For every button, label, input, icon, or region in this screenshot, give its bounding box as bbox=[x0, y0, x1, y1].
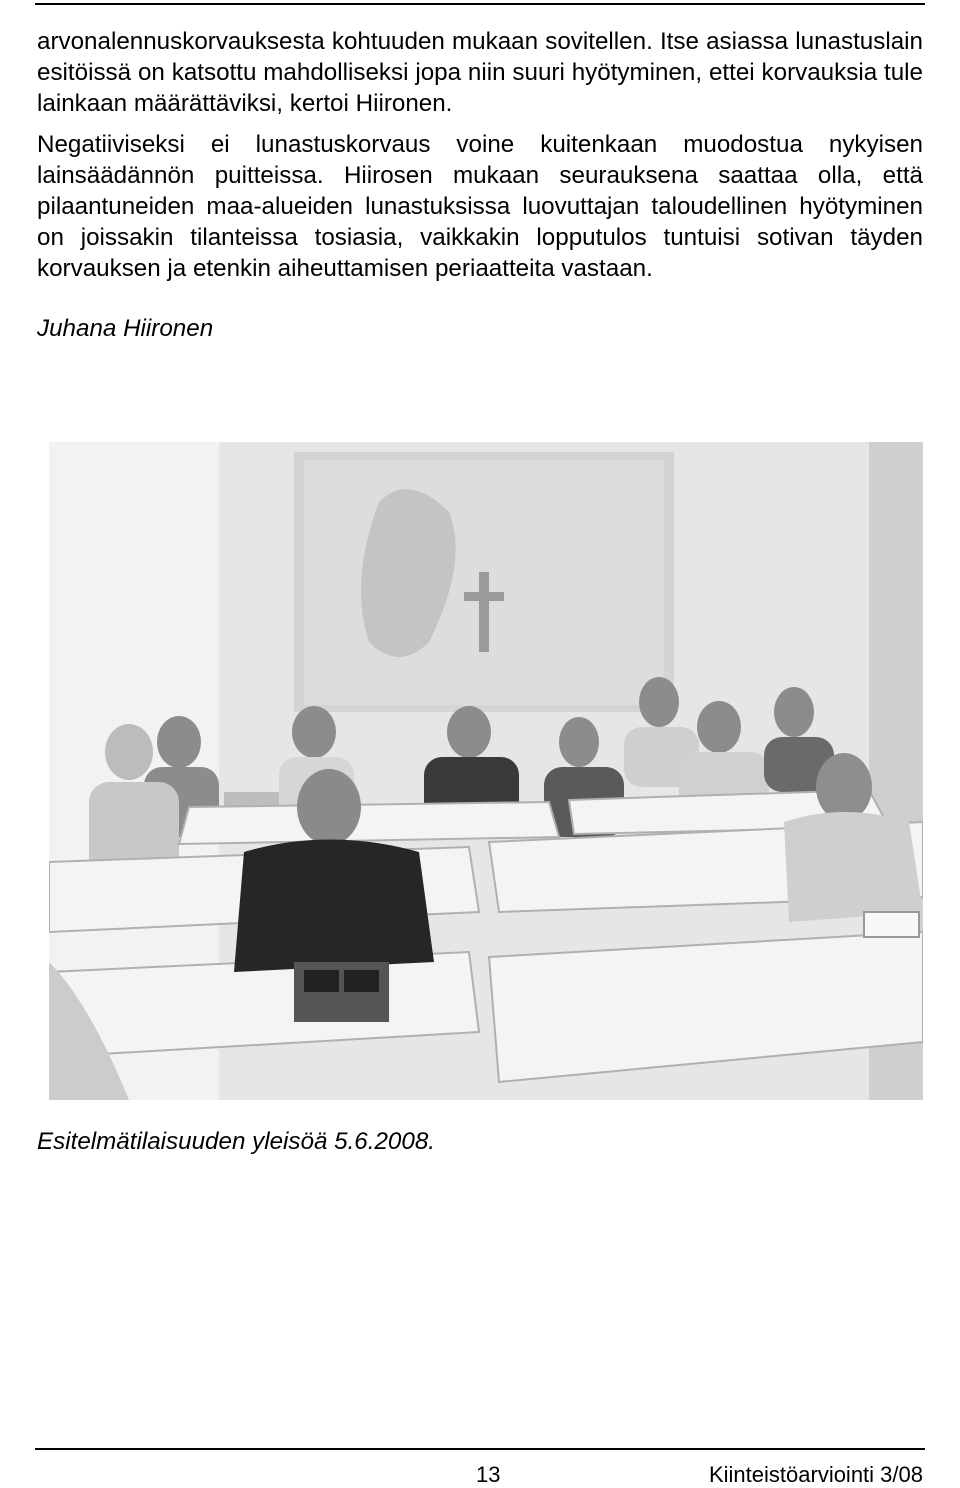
audience-photo bbox=[49, 442, 923, 1100]
photo-caption: Esitelmätilaisuuden yleisöä 5.6.2008. bbox=[37, 1128, 435, 1155]
article-paragraph: arvonalennuskorvauksesta kohtuuden mukaan sovitellen. Itse asiassa lunastuslain esitöissä on katsottu mahdolliseksi jopa niin suuri hyötyminen, ettei korvauksia tule lainkaan määrättäviksi, kertoi Hiironen. bbox=[37, 28, 923, 118]
footer-rule bbox=[35, 1448, 925, 1450]
page-number: 13 bbox=[476, 1462, 501, 1487]
article-paragraph: Negatiiviseksi ei lunastuskorvaus voine kuitenkaan muodostua nykyisen lainsäädännön puitteissa. Hiirosen mukaan seurauksena saattaa olla, että pilaantuneiden maa-alueiden lunastuksissa luovuttajan taloudellinen hyötyminen on joissakin tilanteissa tosiasia, vaikkakin lopputulos tuntuisi sotivan täyden korvauksen ja etenkin aiheuttamisen periaatteita vastaan. bbox=[37, 130, 923, 283]
author-name: Juhana Hiironen bbox=[37, 315, 214, 342]
top-rule bbox=[35, 3, 925, 5]
article-body bbox=[37, 26, 923, 285]
journal-title: Kiinteistöarviointi 3/08 bbox=[708, 1462, 923, 1487]
audience-photo-illustration bbox=[49, 442, 923, 1100]
